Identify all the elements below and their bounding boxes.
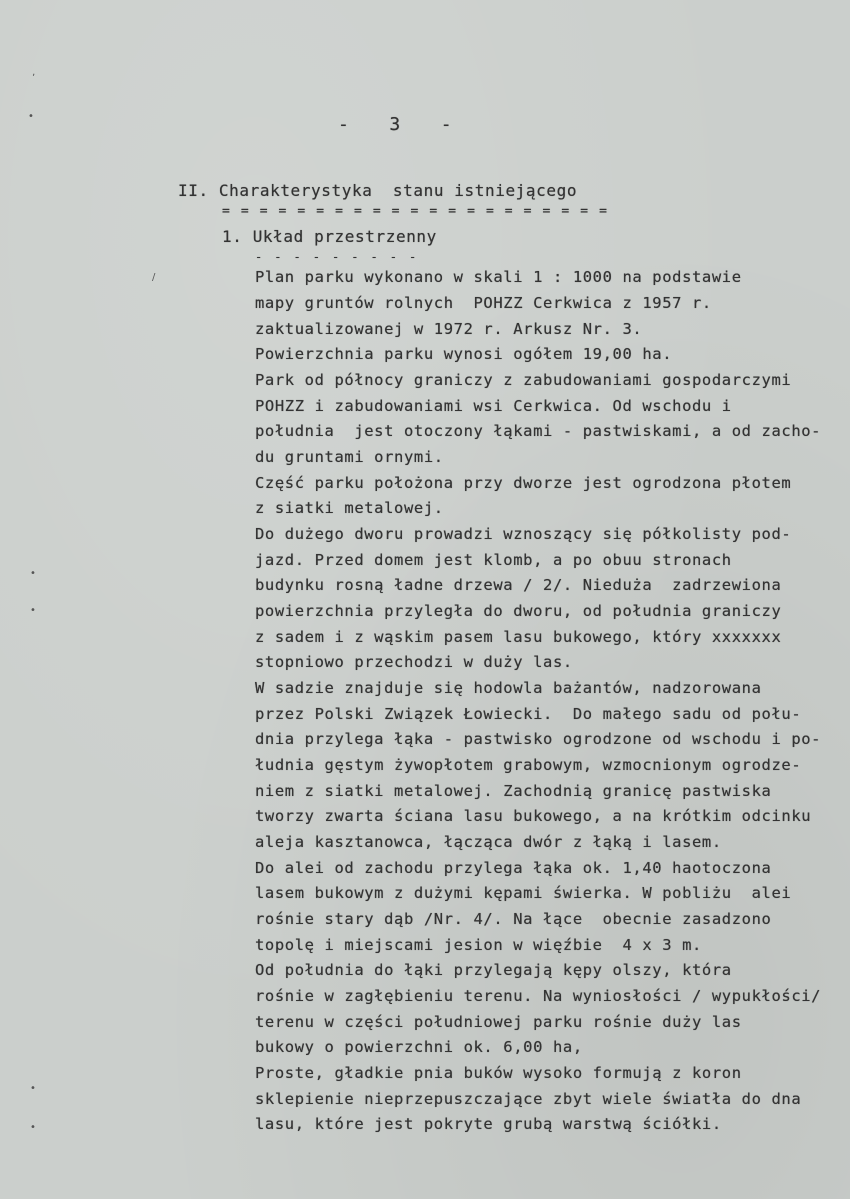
body-line: du gruntami ornymi. xyxy=(255,448,444,466)
margin-mark: • xyxy=(30,605,36,616)
body-line: południa jest otoczony łąkami - pastwiskami, a od zacho- xyxy=(255,422,822,440)
body-line: terenu w części południowej parku rośnie duży las xyxy=(255,1013,742,1031)
body-line: Od południa do łąki przylegają kępy olszy, która xyxy=(255,961,732,979)
subsection-heading: 1. Układ przestrzenny xyxy=(222,227,437,246)
body-line: sklepienie nieprzepuszczające zbyt wiele światła do dna xyxy=(255,1090,802,1108)
subsection-heading-underline: - - - - - - - - - xyxy=(255,250,419,264)
section-heading-underline: = = = = = = = = = = = = = = = = = = = = = xyxy=(222,204,609,219)
body-line: z sadem i z wąskim pasem lasu bukowego, który xxxxxxx xyxy=(255,628,782,646)
body-line: powierzchnia przyległa do dworu, od południa graniczy xyxy=(255,602,782,620)
body-line: Do alei od zachodu przylega łąka ok. 1,40 haotoczona xyxy=(255,859,772,877)
body-line: Część parku położona przy dworze jest ogrodzona płotem xyxy=(255,474,792,492)
body-line: łudnia gęstym żywopłotem grabowym, wzmocnionym ogrodze- xyxy=(255,756,802,774)
margin-mark: • xyxy=(30,1083,36,1094)
body-line: mapy gruntów rolnych POHZZ Cerkwica z 1957 r. xyxy=(255,294,712,312)
body-line: Proste, gładkie pnia buków wysoko formują z koron xyxy=(255,1064,742,1082)
body-line: Powierzchnia parku wynosi ogółem 19,00 ha. xyxy=(255,345,673,363)
body-line: niem z siatki metalowej. Zachodnią granicę pastwiska xyxy=(255,782,772,800)
body-line: zaktualizowanej w 1972 r. Arkusz Nr. 3. xyxy=(255,320,643,338)
body-line: topolę i miejscami jesion w więźbie 4 x 3 m. xyxy=(255,936,702,954)
section-heading: II. Charakterystyka stanu istniejącego xyxy=(178,181,578,200)
margin-mark: • xyxy=(30,1122,36,1133)
body-line: Park od północy graniczy z zabudowaniami gospodarczymi xyxy=(255,371,792,389)
body-line: W sadzie znajduje się hodowla bażantów, nadzorowana xyxy=(255,679,762,697)
margin-mark: • xyxy=(28,111,34,122)
margin-mark: ʼ xyxy=(32,73,36,84)
body-line: rośnie stary dąb /Nr. 4/. Na łące obecnie zasadzono xyxy=(255,910,772,928)
body-line: z siatki metalowej. xyxy=(255,499,444,517)
body-line: Do dużego dworu prowadzi wznoszący się półkolisty pod- xyxy=(255,525,792,543)
body-line: stopniowo przechodzi w duży las. xyxy=(255,653,573,671)
page-number: - 3 - xyxy=(338,114,454,135)
body-line: aleja kasztanowca, łącząca dwór z łąką i lasem. xyxy=(255,833,722,851)
body-line: bukowy o powierzchni ok. 6,00 ha, xyxy=(255,1038,583,1056)
body-line: Plan parku wykonano w skali 1 : 1000 na podstawie xyxy=(255,268,742,286)
margin-mark: / xyxy=(152,272,156,283)
body-line: przez Polski Związek Łowiecki. Do małego sadu od połu- xyxy=(255,705,802,723)
body-line: jazd. Przed domem jest klomb, a po obuu stronach xyxy=(255,551,732,569)
body-line: tworzy zwarta ściana lasu bukowego, a na krótkim odcinku xyxy=(255,807,812,825)
body-line: dnia przylega łąka - pastwisko ogrodzone od wschodu i po- xyxy=(255,730,822,748)
margin-mark: • xyxy=(30,568,36,579)
body-line: lasu, które jest pokryte grubą warstwą ściółki. xyxy=(255,1115,722,1133)
body-line: POHZZ i zabudowaniami wsi Cerkwica. Od wschodu i xyxy=(255,397,732,415)
body-line: budynku rosną ładne drzewa / 2/. Nieduża zadrzewiona xyxy=(255,576,782,594)
body-line: rośnie w zagłębieniu terenu. Na wyniosłości / wypukłości/ xyxy=(255,987,822,1005)
body-line: lasem bukowym z dużymi kępami świerka. W pobliżu alei xyxy=(255,884,792,902)
